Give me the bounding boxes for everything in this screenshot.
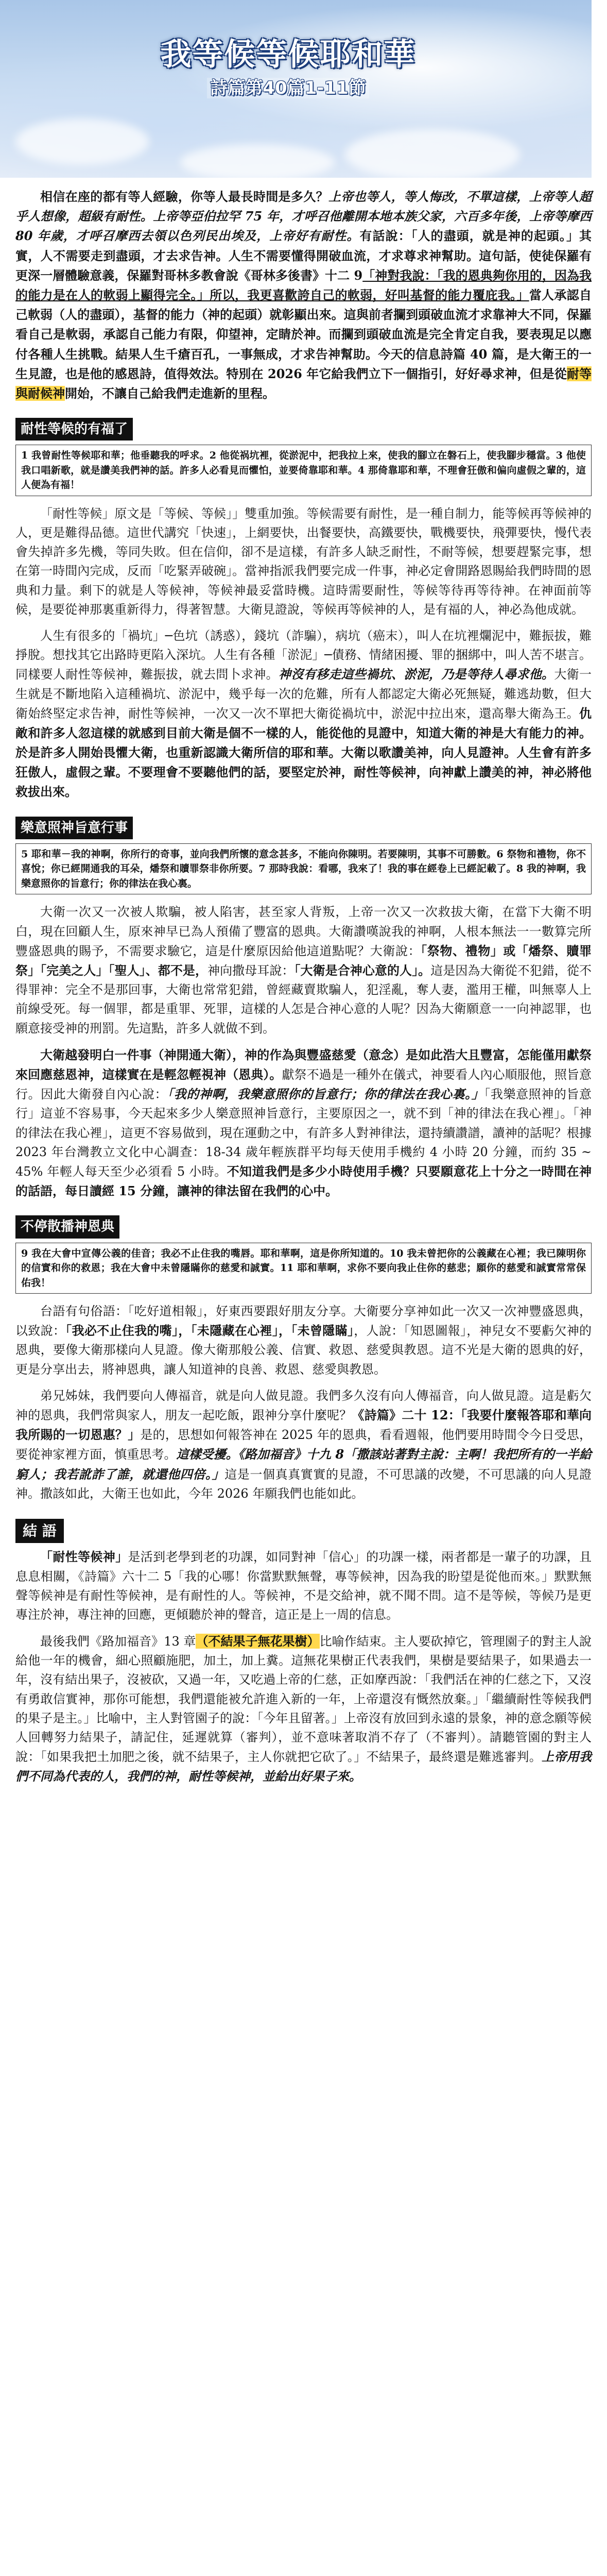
conclusion-heading: 結 語 <box>15 1519 64 1543</box>
section-heading: 不停散播神恩典 <box>15 1215 119 1238</box>
cloud-shape <box>15 118 149 165</box>
scripture-box: 9 我在大會中宣傳公義的佳音；我必不止住我的嘴唇。耶和華啊，這是你所知道的。10 我未曾把你的公義藏在心裡；我已陳明你的信實和你的救恩；我在大會中未曾隱瞞你的慈愛和誠實。11 耶和華啊，求你不要向我止住你的慈悲；願你的慈愛和誠實常常保佑我！ <box>15 1243 592 1294</box>
conclusion-paragraph: 最後我們《路加福音》13 章（不結果子無花果樹）比喻作結束。主人要砍掉它，管理園子的對主人說給他一年的機會，細心照顧施肥，加土，加上糞。這無花果樹正代表我們，果樹是要結果子，如果過去一年，沒有結出果子，沒被砍，又過一年，又吃過上帝的仁慈，正如摩西說：「我們活在神的仁慈之下，又沒有勇敢信實神，那你可能想，我們還能被允許進入新的一年，上帝還沒有慨然放棄。」「繼續耐性等候我們的果子是主。」比喻中，主人對管園子的說：「今年且留著。」上帝沒有放回到永遠的景象，神的意念願等候人回轉努力結果子，請記住，延遲就算（審判），並不意味著取消不存了（不審判）。請聽管園的對主人說：「如果我把土加肥之後，就不結果子，主人你就把它砍了。」不結果子，最終還是難逃審判。上帝用我們不同為代表的人，我們的神，耐性等候神，並給出好果子來。 <box>15 1634 592 1784</box>
section-heading: 耐性等候的有福了 <box>15 418 133 440</box>
conclusion-paragraph: 「耐性等候神」是活到老學到老的功課，如同對神「信心」的功課一樣，兩者都是一輩子的功課，且息息相關，《詩篇》六十二 5「我的心哪！你當默默無聲，專等候神，因為我的盼望是從他而來。」默默無聲等候神是有耐性等候神，是有耐性的人。等候神，不是交給神，就不聞不問。這不是等候，等候乃是更專注於神，專注神的回應，更傾聽於神的聲音，這正是上一周的信息。 <box>15 1549 592 1622</box>
section-paragraph: 台語有句俗語：「吃好道相報」，好東西要跟好朋友分享。大衛要分享神如此一次又一次神豐盛恩典，以致說：「我必不止住我的嘴」，「未隱藏在心裡」，「未曾隱瞞」，人說：「知恩圖報」，神兒女不要虧欠神的恩典，要像大衛那樣向人見證。像大衛那般公義、信實、救恩、慈愛與教恩。這不光是大衛的恩典的好，更是分享出去，將神恩典，讓人知道神的良善、救恩、慈愛與教恩。 <box>15 1304 592 1377</box>
intro-paragraph: 相信在座的都有等人經驗，你等人最長時間是多久？上帝也等人，等人悔改，不單這樣，上帝等人超乎人想像，超級有耐性。上帝等亞伯拉罕 75 年，才呼召他離開本地本族父家，六百多年後，上帝等摩西 80 年歲，才呼召摩西去領以色列民出埃及，上帝好有耐性。有話說：「人的盡頭，就是神的起頭。」其實，人不需要走到盡頭，才去求告神。人生不需要懂得開破血流，才求尊求神幫助。這句話，使徒保羅有更深一層體驗意義，保羅對哥林多教會說《哥林多後書》十二 9「神對我說：「我的恩典夠你用的，因為我的能力是在人的軟弱上顯得完全。」所以，我更喜歡誇自己的軟弱，好叫基督的能力覆庇我。」當人承認自己軟弱（人的盡頭），基督的能力（神的起頭）就彰顯出來。這與前者攔到頭破血流才求靠神大不同，保羅看自己是軟弱，承認自己能力有限，仰望神，定睛於神。而攔到頭破血流是完全肯定自我，要表現足以應付各種人生挑戰。結果人生千瘡百孔，一事無成，才求告神幫助。今天的信息詩篇 40 篇，是大衛王的一生見證，也是他的感恩詩，值得效法。特別在 2026 年它給我們立下一個指引，好好尋求神，但是從耐等與耐候神開始，不讓自己給我們走進新的里程。 <box>15 189 592 401</box>
section-heading: 樂意照神旨意行事 <box>15 817 133 839</box>
section-paragraph: 「耐性等候」原文是「等候、等候」」雙重加強。等候需要有耐性，是一種自制力，能等候再等候神的人，更是難得品德。這世代講究「快速」，上網要快，出餐要快，高鐵要快，戰機要快，飛彈要快，慢代表會失掉許多先機，等同失敗。但在信仰，卻不是這樣，有許多人缺乏耐性，不耐等候，想要趕緊完事，想在第一時間內完成，反而「吃緊弄破碗」。當神指派我們要完成一件事，神必定會開路恩賜給我們時間的恩典和力量。剩下的就是人等候神，等候神最妥當時機。這時需要耐性，等候等待再等待神。在神面前等候，是要從神那裏重新得力，得著智慧。大衛見證說，等候再等候神的人，是有福的人，神必為他成就。 <box>15 506 592 617</box>
scripture-box: 5 耶和華－我的神啊，你所行的奇事，並向我們所懷的意念甚多，不能向你陳明。若要陳明，其事不可勝數。6 祭物和禮物，你不喜悅；你已經開通我的耳朵，燔祭和贖罪祭非你所要。7 那時我說：看哪，我來了！我的事在經卷上已經記載了。8 我的神啊，我樂意照你的旨意行；你的律法在我心裏。 <box>15 843 592 895</box>
page-title: 我等候等候耶和華 <box>160 37 416 73</box>
cloud-shape <box>345 129 520 178</box>
section-paragraph: 人生有很多的「禍坑」─色坑（誘惑），錢坑（詐騙），病坑（癌末），叫人在坑裡爛泥中，難振拔，難掙脫。想找其它出路時更陷入深坑。人生有各種「淤泥」─債務、情緒困擾、罪的捆綁中，叫人苦不堪言。同樣要人耐性等候神，難振拔，就去問卜求神。神沒有移走這些禍坑、淤泥，乃是等待人尋求他。大衛一生就是不斷地陷入這種禍坑、淤泥中，幾乎每一次的危難，所有人都認定大衛必死無疑，難逃劫數，但大衛始終堅定求告神，耐性等候神，一次又一次不單把大衛從禍坑中，淤泥中拉出來，還高舉大衛為王。仇敵和許多人忽這樣的就感到目前大衛是個不一樣的人，能從他的見證中，知道大衛的神是大有能力的神。於是許多人開始畏懼大衛，也重新認識大衛所信的耶和華。大衛以歌讚美神，向人見證神。人生會有許多狂傲人，虛假之輩。不要理會不要聽他們的話，要堅定於神，耐性等候神，向神獻上讚美的神，神必將他救拔出來。 <box>15 628 592 800</box>
scripture-box: 1 我曾耐性等候耶和華；他垂聽我的呼求。2 他從祸坑裡，從淤泥中，把我拉上來，使我的腳立在磐石上，使我腳步穩當。3 他使我口唱新歌，就是讚美我們神的話。許多人必看見而懼怕，並要倚靠耶和華。4 那倚靠耶和華，不理會狂傲和偏向虛假之輩的，這人便為有福！ <box>15 445 592 496</box>
section-paragraph: 大衛越發明白一件事（神開通大衛），神的作為與豐盛慈愛（意念）是如此浩大且豐富，怎能僅用獻祭來回應慈恩神，這樣實在是輕忽輕視神（恩典）。獻祭不過是一種外在儀式，神要看人內心順服他，照旨意行。因此大衛發自內心說：「我的神啊，我樂意照你的旨意行；你的律法在我心裏。」「我樂意照神的旨意行」這並不容易事，今天起來多少人樂意照神旨意行，主要原因之一，就不到「神的律法在我心裡」。「神的律法在我心裡」，這更不容易做到，現在運動之中，有許多人對神律法，還持續讚譜，讀神的話呢？根據 2023 年台灣教立文化中心調查：18-34 歲年輕族群平均每天使用手機約 4 小時 20 分鐘，而約 35 ~ 45% 年輕人每天至少必須看 5 小時。不知道我們是多少小時使用手機？只要願意花上十分之一時間在神的話語，每日讀經 15 分鐘，讓神的律法留在我們的心中。 <box>15 1047 592 1199</box>
section-paragraph: 弟兄姊妹，我們要向人傳福音，就是向人做見證。我們多久沒有向人傳福音，向人做見證。這是虧欠神的恩典，我們常與家人，朋友一起吃飯，跟神分享什麼呢？《詩篇》二十 12：「我要什麼報答耶和華向我所賜的一切恩惠？」是的，思想如何報答神在 2025 年的恩典，看看週報，他們要用時間令今日受思，要從神家裡方面，慎重思考。這樣受擾。《路加福音》十九 8「撒該站著對主說：主啊！我把所有的一半給窮人；我若訛詐了誰，就還他四倍。」這是一個真真實實的見證，不可思議的改變，不可思議的向人見證神。撒該如此，大衛王也如此，今年 2026 年願我們也能如此。 <box>15 1388 592 1501</box>
header-banner <box>0 0 592 178</box>
section-paragraph: 大衛一次又一次被人欺騙，被人陷害，甚至家人背叛，上帝一次又一次救拔大衛，在當下大衛不明白，現在回顧人生，原來神早已為人預備了豐富的恩典。大衛讚嘆說我的神啊，人根本無法一一數算完所豐盛恩典的賜予，不需要求驗它，這是什麼原因給他這道點呢？大衛說：「祭物、禮物」或「燔祭、贖罪祭」「完美之人」「聖人」、都不是，神向撒母耳說：「大衛是合神心意的人」。這是因為大衛從不犯錯，從不得罪神：完全不是那回事，大衛也常常犯錯，曾經藏賣欺騙人，犯淫亂，奪人妻，濫用王權，叫無辜人上前線受死。每一個罪，都是重罪、死罪，這樣的人怎是合神心意的人呢？因為大衛願意一一向神認罪，也願意接受神的刑罰。先這點，許多人就做不到。 <box>15 905 592 1036</box>
cloud-shape <box>180 144 335 178</box>
scripture-reference: 詩篇第40篇1-11節 <box>0 75 592 102</box>
